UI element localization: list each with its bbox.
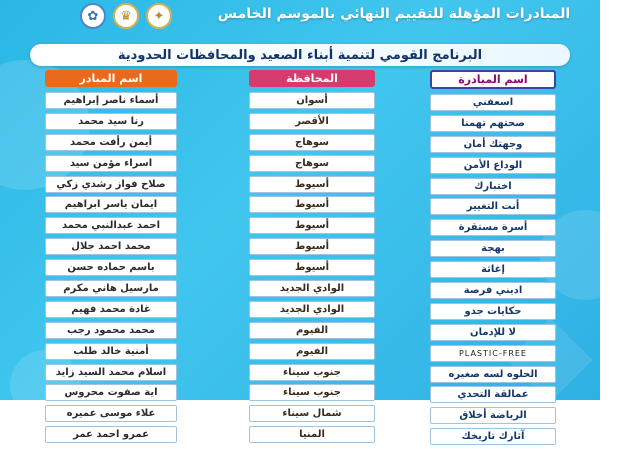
initiator-cell: احمد عبدالنبي محمد bbox=[45, 217, 177, 234]
initiative-cell: PLASTIC-FREE bbox=[430, 345, 556, 362]
program-logo: ✦ bbox=[146, 3, 172, 29]
program-banner: البرنامج القومي لتنمية أبناء الصعيد والمحافظات الحدودية bbox=[30, 44, 570, 66]
initiative-column bbox=[430, 70, 556, 449]
initiator-list bbox=[45, 92, 177, 443]
initiative-cell: عمالقة التحدي bbox=[430, 386, 556, 403]
governorate-cell: سوهاج bbox=[249, 155, 375, 172]
initiative-cell: وجهتك أمان bbox=[430, 136, 556, 153]
initiative-cell: حكايات جدو bbox=[430, 303, 556, 320]
governorate-cell: أسيوط bbox=[249, 176, 375, 193]
initiative-cell: الوداع الأمن bbox=[430, 157, 556, 174]
governorate-cell: جنوب سيناء bbox=[249, 384, 375, 401]
governorate-cell: الفيوم bbox=[249, 322, 375, 339]
initiative-cell: بهجة bbox=[430, 240, 556, 257]
initiator-cell: غادة محمد فهيم bbox=[45, 301, 177, 318]
governorate-cell: أسيوط bbox=[249, 217, 375, 234]
initiator-cell: صلاح فواز رشدي زكي bbox=[45, 176, 177, 193]
initiative-cell: اديني فرصة bbox=[430, 282, 556, 299]
governorate-cell: سوهاج bbox=[249, 134, 375, 151]
initiative-cell: إغاثة bbox=[430, 261, 556, 278]
initiator-cell: عمرو احمد عمر bbox=[45, 426, 177, 443]
governorate-cell: أسيوط bbox=[249, 238, 375, 255]
governorate-cell: الوادي الجديد bbox=[249, 301, 375, 318]
governorate-column bbox=[249, 70, 375, 447]
governorate-list bbox=[249, 92, 375, 443]
initiative-cell: صحتهم تهمنا bbox=[430, 115, 556, 132]
initiative-cell: اسعفني bbox=[430, 94, 556, 111]
governorate-cell: أسوان bbox=[249, 92, 375, 109]
initiator-cell: محمد احمد جلال bbox=[45, 238, 177, 255]
initiative-list bbox=[430, 94, 556, 445]
governorate-cell: الفيوم bbox=[249, 343, 375, 360]
initiator-cell: ايمان ياسر ابراهيم bbox=[45, 196, 177, 213]
emblem-logo: ✿ bbox=[80, 3, 106, 29]
initiative-cell: اختبارك bbox=[430, 178, 556, 195]
initiative-cell: أسرة مستقرة bbox=[430, 219, 556, 236]
initiator-column-header: اسم المبادر bbox=[45, 70, 177, 87]
initiative-cell: الرياضة أخلاق bbox=[430, 407, 556, 424]
governorate-cell: المنيا bbox=[249, 426, 375, 443]
governorate-cell: جنوب سيناء bbox=[249, 364, 375, 381]
initiator-cell: رنا سيد محمد bbox=[45, 113, 177, 130]
initiative-cell: أنت التغيير bbox=[430, 198, 556, 215]
initiator-cell: باسم حماده حسن bbox=[45, 259, 177, 276]
initiative-cell: آثارك تاريخك bbox=[430, 428, 556, 445]
page-title: المبادرات المؤهلة للتقييم النهائي بالموسم الخامس bbox=[217, 6, 571, 22]
governorate-cell: الأقصر bbox=[249, 113, 375, 130]
initiator-cell: مارسيل هاني مكرم bbox=[45, 280, 177, 297]
initiator-cell: أمنية خالد طلب bbox=[45, 343, 177, 360]
governorate-cell: شمال سيناء bbox=[249, 405, 375, 422]
initiator-cell: أسماء ناصر إبراهيم bbox=[45, 92, 177, 109]
initiator-cell: علاء موسى عميره bbox=[45, 405, 177, 422]
governorate-column-header: المحافظة bbox=[249, 70, 375, 87]
initiative-column-header: اسم المبادرة bbox=[430, 70, 556, 89]
initiator-cell: أيمن رأفت محمد bbox=[45, 134, 177, 151]
initiator-cell: اسلام محمد السيد زايد bbox=[45, 364, 177, 381]
governorate-cell: أسيوط bbox=[249, 196, 375, 213]
ministry-logo: ♛ bbox=[113, 3, 139, 29]
governorate-cell: الوادي الجديد bbox=[249, 280, 375, 297]
logo-strip bbox=[80, 3, 172, 29]
initiator-column bbox=[45, 70, 177, 447]
initiative-cell: لا للإدمان bbox=[430, 324, 556, 341]
initiator-cell: اية صفوت محروس bbox=[45, 384, 177, 401]
initiator-cell: اسراء مؤمن سيد bbox=[45, 155, 177, 172]
initiator-cell: محمد محمود رجب bbox=[45, 322, 177, 339]
governorate-cell: أسيوط bbox=[249, 259, 375, 276]
initiative-cell: الحلوه لسه صغيره bbox=[430, 366, 556, 383]
